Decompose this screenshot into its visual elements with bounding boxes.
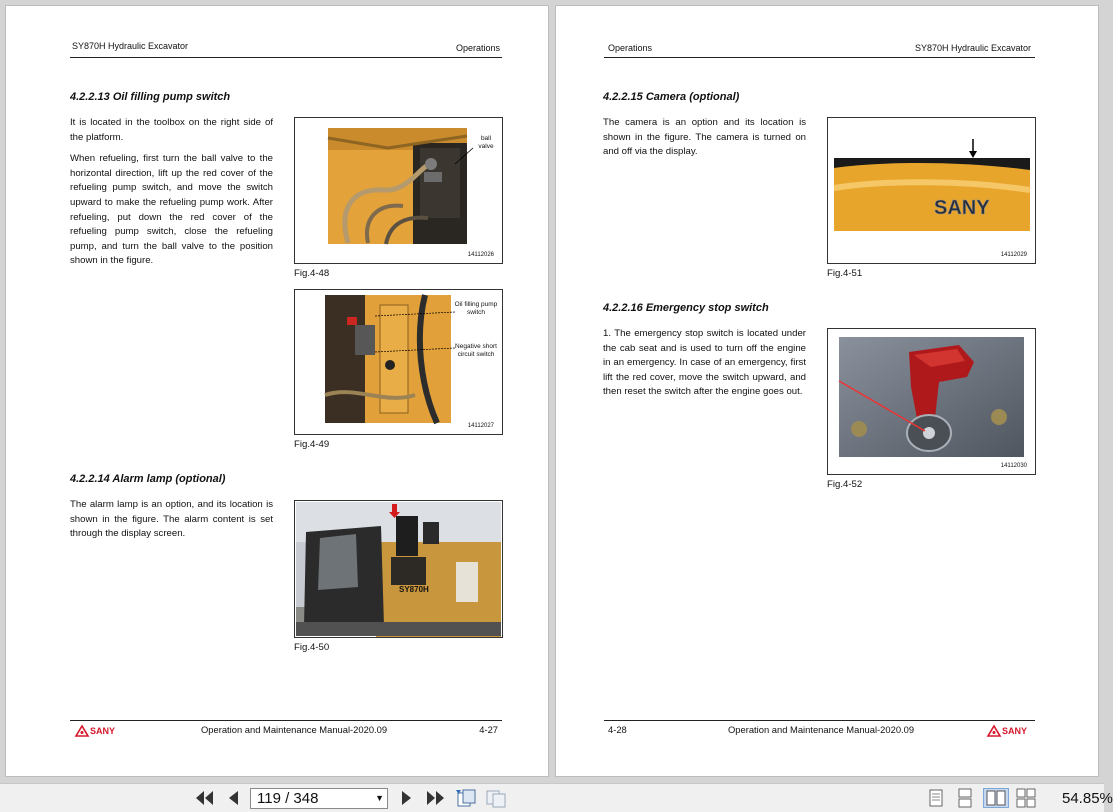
continuous-icon[interactable] [955,788,975,808]
prev-page-icon[interactable] [224,788,242,808]
page-number-value: 119 / 348 [257,790,319,807]
document-page-left [6,6,548,776]
paragraph: It is located in the toolbox on the right side of the platform. [70,117,273,143]
section-title: 4.2.2.15 Camera (optional) [603,91,740,103]
header-title: SY870H Hydraulic Excavator [914,43,1031,53]
figure-caption: Fig.4-49 [294,439,330,450]
section-title: 4.2.2.13 Oil filling pump switch [70,91,231,103]
footer-rule [70,720,502,721]
last-page-icon[interactable] [424,788,446,808]
section-title: 4.2.2.14 Alarm lamp (optional) [70,473,226,485]
document-page-right [556,6,1098,776]
section-body [603,327,806,407]
sany-brand-text: SANY [934,197,990,219]
header-rule [604,57,1035,58]
footer-title: Operation and Maintenance Manual-2020.09 [201,724,388,735]
paragraph: When refueling, first turn the ball valve to the horizontal direction, lift up the red cover of the refueling pump switch, and move the switch upward to make the refueling pump work. After refueling, put down the red cover of the refueling pump switch, close the refueling pump, and turn the ball valve to the position shown in the figure. [70,153,273,267]
chevron-down-icon[interactable]: ▼ [375,793,384,803]
extract-icon[interactable] [484,788,508,808]
header-section: Operations [608,43,653,53]
figure-caption: Fig.4-50 [294,642,330,653]
figure-code: 14112029 [1000,252,1027,258]
page-number-select[interactable] [250,788,388,809]
figure-caption: Fig.4-48 [294,268,330,279]
paragraph: The alarm lamp is an option, and its location is shown in the figure. The alarm content is set through the display screen. [70,499,273,540]
figure-code: 14112026 [467,252,494,258]
first-page-icon[interactable] [194,788,216,808]
figure-4-48 [294,117,503,264]
header-title: SY870H Hydraulic Excavator [72,41,189,51]
sany-logo: SANY [988,726,1027,736]
paragraph: 1. The emergency stop switch is located under the cab seat and is used to turn off the engine in an emergency. In case of an emergency, first lift the red cover, move the switch upward, and then reset the switch after the engine goes out. [603,328,806,398]
figure-4-51 [827,117,1036,264]
figure-caption: Fig.4-52 [827,479,863,490]
callout-lines [375,310,457,355]
footer-page-number: 4-28 [608,724,627,735]
header-section: Operations [455,43,500,53]
figure-4-49 [294,289,503,435]
callout-ball-valve: ball valve [478,135,494,150]
footer-page-number: 4-27 [479,724,498,735]
single-page-icon[interactable] [926,788,946,808]
figure-4-52 [827,328,1036,475]
figure-4-50 [294,500,503,638]
section-title: 4.2.2.16 Emergency stop switch [603,302,769,314]
sany-logo: SANY [76,726,115,736]
figure-caption: Fig.4-51 [827,268,863,279]
section-body [70,116,273,276]
camera-photo [834,158,1030,231]
header-rule [70,57,502,58]
facing-continuous-icon[interactable] [1014,788,1038,808]
sany-logo-icon [76,726,88,736]
paragraph: The camera is an option and its location is shown in the figure. The camera is turned on and off via the display. [603,117,806,158]
rotate-icon[interactable] [454,788,478,808]
arrow-icon [968,139,978,159]
next-page-icon[interactable] [398,788,416,808]
footer-title: Operation and Maintenance Manual-2020.09 [728,724,915,735]
callout-negative-short-circuit-switch: Negative short circuit switch [455,343,497,358]
footer-rule [604,720,1035,721]
machine-label: SY870H [399,585,429,594]
facing-icon[interactable] [983,788,1009,808]
sany-logo-icon [988,726,1000,736]
figure-code: 14112027 [467,423,494,429]
section-body [603,116,806,167]
oil-pump-photo [328,128,467,244]
excavator-photo [296,502,501,636]
emergency-switch-photo [839,337,1024,457]
zoom-level[interactable]: 54.85% [1062,790,1113,807]
section-body [70,498,273,549]
callout-oil-filling-pump-switch: Oil filling pump switch [454,301,498,316]
figure-code: 14112030 [1000,463,1027,469]
viewer-toolbar [0,783,1113,812]
